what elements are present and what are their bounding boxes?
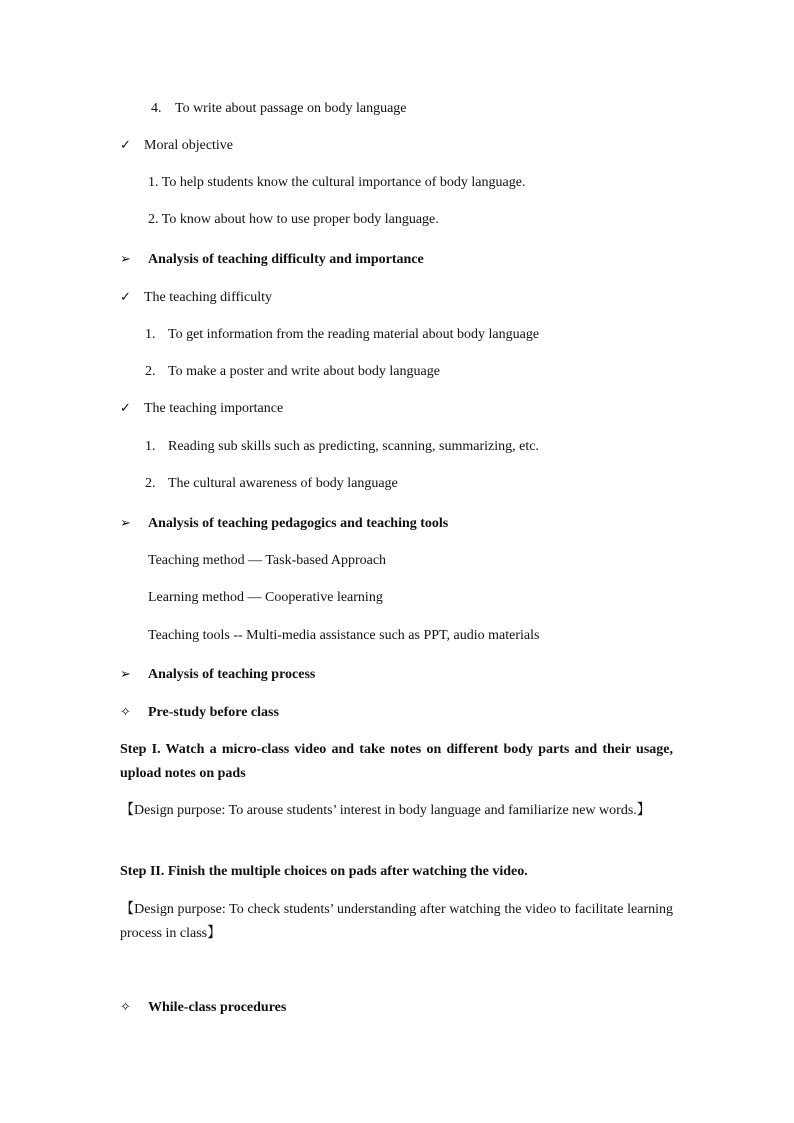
teaching-difficulty-heading: The teaching difficulty	[144, 290, 273, 305]
importance-item-2	[145, 475, 398, 493]
teaching-tools-line: Teaching tools -- Multi-media assistance such as PPT, audio materials	[148, 628, 540, 643]
knowledge-item-4	[151, 100, 407, 118]
difficulty-item-1	[145, 326, 539, 344]
diamond-bullet-icon: ✧	[120, 1000, 131, 1015]
step-1-design-purpose: 【Design purpose: To arouse students’ interest in body language and familiarize new words.】	[120, 803, 651, 818]
check-icon: ✓	[120, 401, 131, 416]
while-class-heading: While-class procedures	[148, 1000, 287, 1015]
pedagogics-section-heading: Analysis of teaching pedagogics and teaching tools	[148, 516, 449, 531]
item-number: 2.	[145, 476, 156, 491]
item-number: 1.	[145, 327, 156, 342]
moral-item-1: 1. To help students know the cultural importance of body language.	[148, 175, 526, 190]
moral-item-2: 2. To know about how to use proper body language.	[148, 212, 439, 227]
diamond-bullet-icon: ✧	[120, 705, 131, 720]
item-number: 4.	[151, 101, 162, 116]
teaching-importance-heading: The teaching importance	[144, 401, 284, 416]
item-text: The cultural awareness of body language	[168, 476, 398, 491]
arrow-bullet-icon: ➢	[120, 667, 131, 682]
step-2-design-purpose: 【Design purpose: To check students’ understanding after watching the video to facilitate learning process in class】	[120, 902, 673, 941]
item-text: To make a poster and write about body language	[168, 364, 440, 379]
arrow-bullet-icon: ➢	[120, 516, 131, 531]
check-icon: ✓	[120, 138, 131, 153]
item-text: To get information from the reading material about body language	[168, 327, 540, 342]
arrow-bullet-icon: ➢	[120, 252, 131, 267]
difficulty-item-2	[145, 363, 440, 381]
item-text: Reading sub skills such as predicting, scanning, summarizing, etc.	[168, 439, 539, 454]
learning-method-line: Learning method — Cooperative learning	[148, 590, 383, 605]
teaching-method-line: Teaching method — Task-based Approach	[148, 553, 387, 568]
step-1-text: Step I. Watch a micro-class video and take notes on different body parts and their usage, upload notes on pads	[120, 742, 673, 781]
item-text: To write about passage on body language	[175, 101, 407, 116]
process-section-heading: Analysis of teaching process	[148, 667, 316, 682]
prestudy-heading: Pre-study before class	[148, 705, 279, 720]
item-number: 2.	[145, 364, 156, 379]
importance-item-1	[145, 438, 539, 456]
item-number: 1.	[145, 439, 156, 454]
moral-objective-heading: Moral objective	[144, 138, 234, 153]
step-2-text: Step II. Finish the multiple choices on pads after watching the video.	[120, 864, 528, 879]
check-icon: ✓	[120, 290, 131, 305]
difficulty-section-heading: Analysis of teaching difficulty and importance	[148, 252, 424, 267]
